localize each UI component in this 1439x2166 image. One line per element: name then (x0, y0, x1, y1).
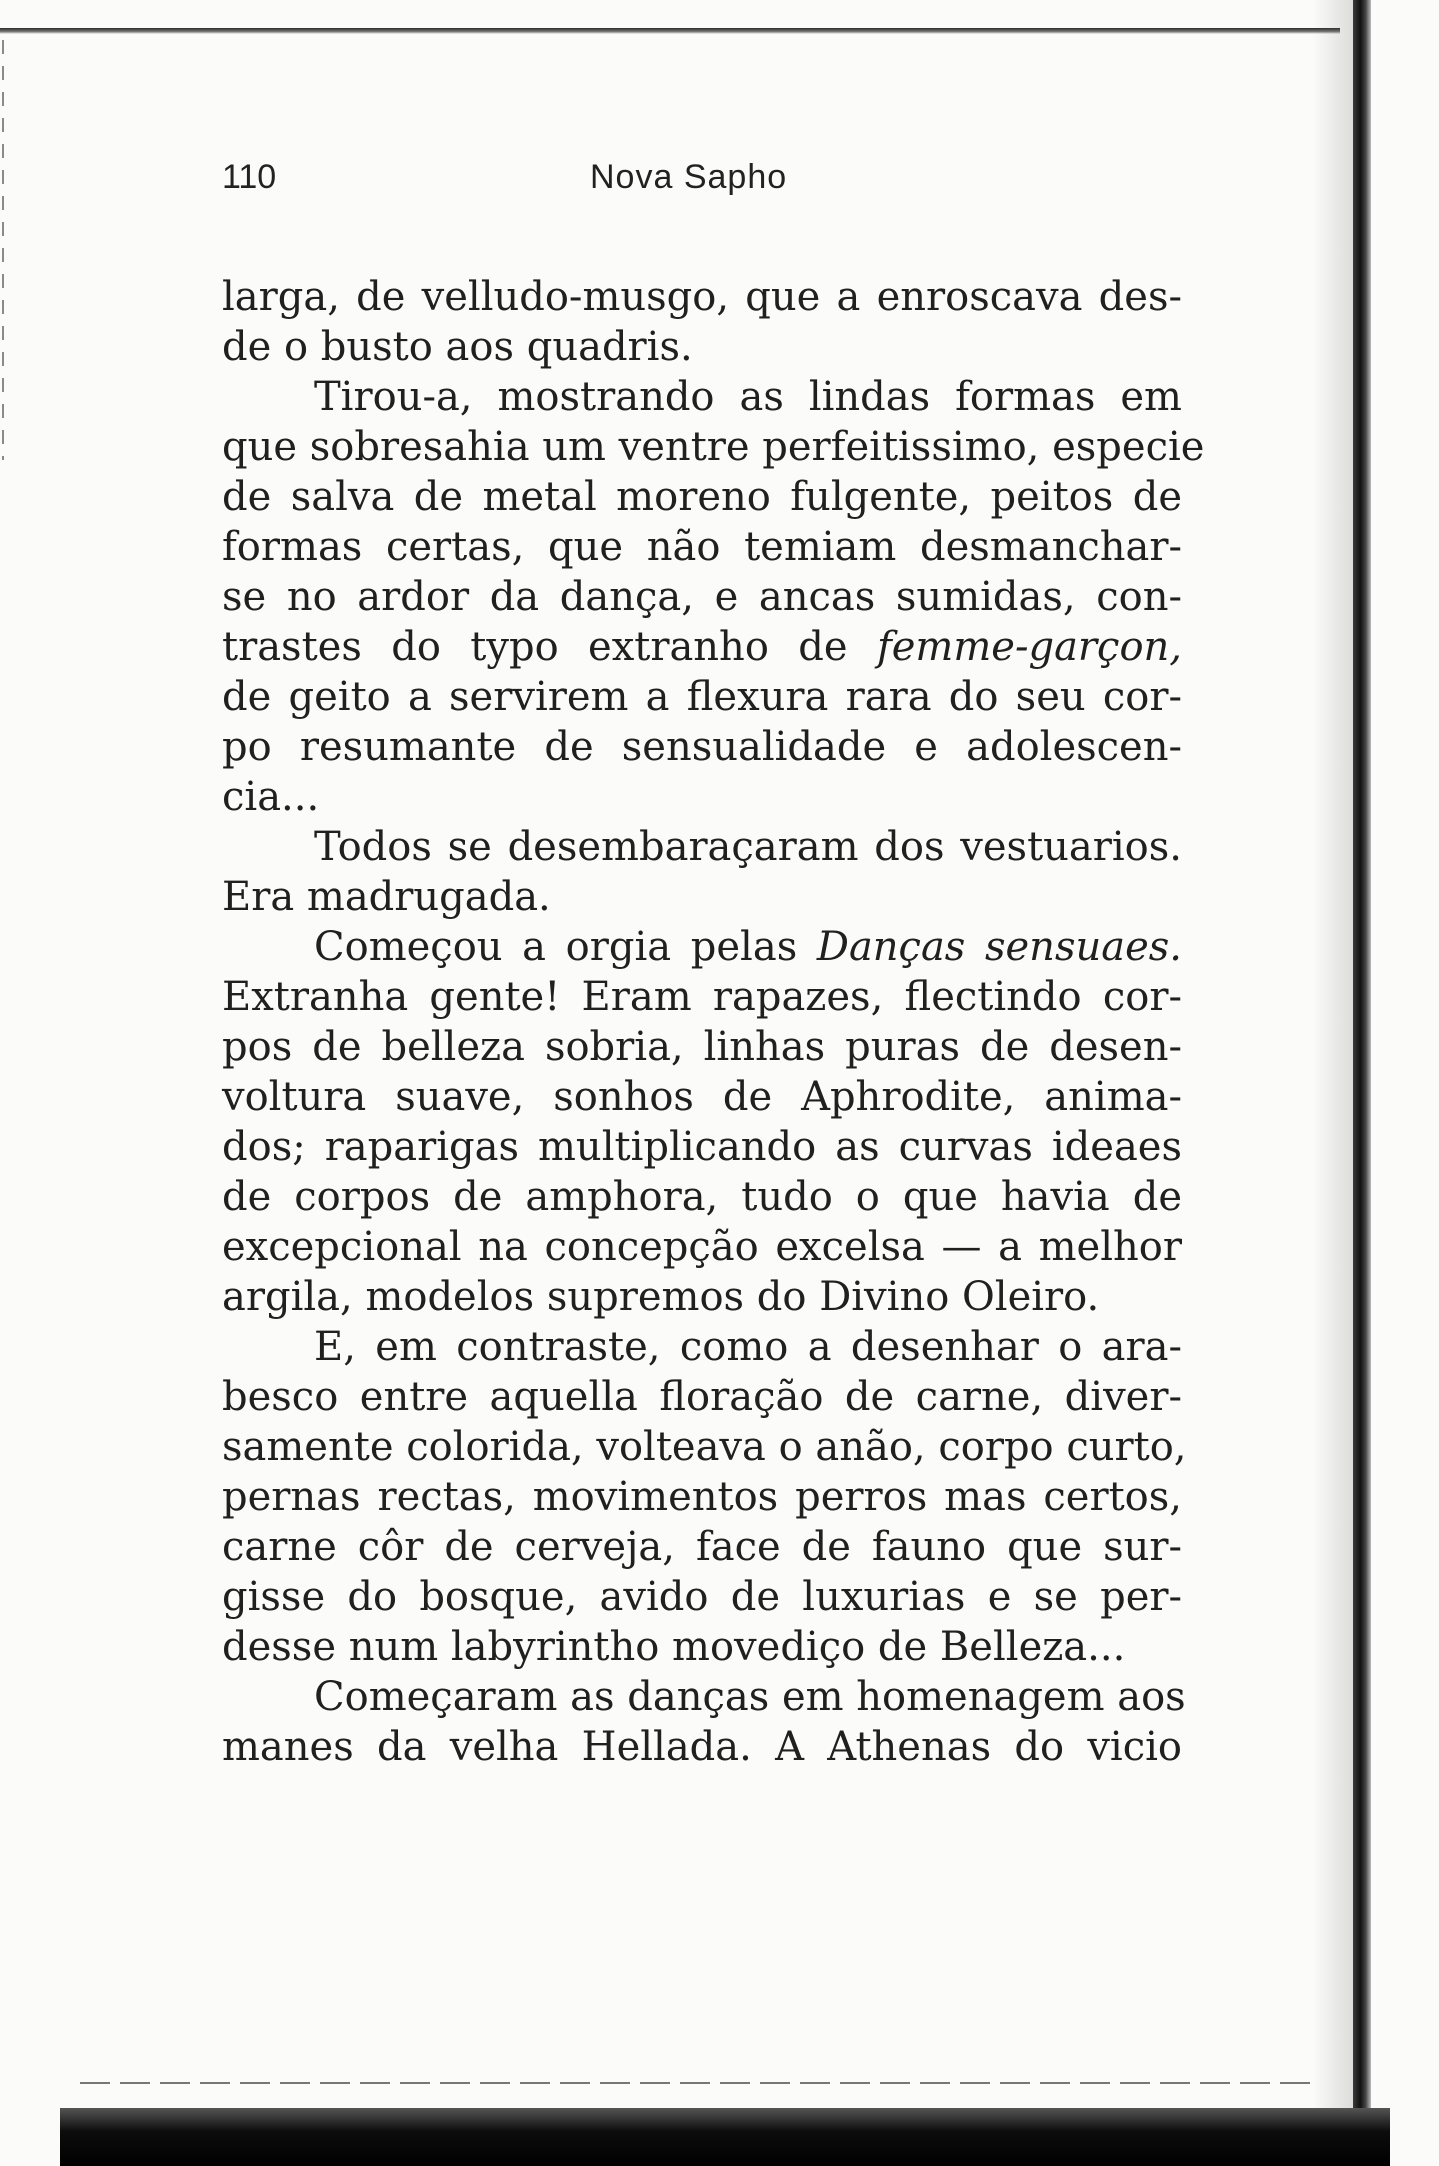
text-line (222, 622, 1182, 672)
text-line: carne côr de cerveja, face de fauno que sur- (222, 1524, 1182, 1570)
text-line: argila, modelos supremos do Divino Oleiro. (222, 1274, 1100, 1320)
scan-right-edge (1353, 0, 1371, 2130)
text-line: voltura suave, sonhos de Aphrodite, anima- (222, 1074, 1182, 1120)
scan-left-edge (2, 40, 4, 460)
running-title: Nova Sapho (590, 158, 788, 196)
binding-shadow (1313, 0, 1353, 2120)
text-line: que sobresahia um ventre perfeitissimo, especie (222, 424, 1205, 470)
text-line: de corpos de amphora, tudo o que havia de (222, 1174, 1182, 1220)
body-text (222, 272, 1205, 1772)
scan-top-edge (0, 28, 1340, 34)
text-line: se no ardor da dança, e ancas sumidas, con- (222, 574, 1182, 620)
text-line: formas certas, que não temiam desmanchar- (222, 524, 1182, 570)
text-line: E, em contraste, como a desenhar o ara- (314, 1324, 1182, 1370)
text-line: Começaram as danças em homenagem aos (314, 1674, 1186, 1720)
text-line: de salva de metal moreno fulgente, peitos de (222, 474, 1182, 520)
text-line: gisse do bosque, avido de luxurias e se per- (222, 1574, 1182, 1620)
italic-term: Danças sensuaes. (816, 924, 1182, 970)
text-line: larga, de velludo-musgo, que a enroscava des- (222, 274, 1182, 320)
italic-term: femme-garçon, (876, 624, 1182, 670)
text-line: Extranha gente! Eram rapazes, flectindo cor- (222, 974, 1182, 1020)
text-line: cia... (222, 774, 320, 820)
text-segment: trastes do typo extranho de (222, 624, 877, 670)
text-line: manes da velha Hellada. A Athenas do vicio (222, 1724, 1182, 1770)
text-line: Era madrugada. (222, 874, 551, 920)
text-line: Todos se desembaraçaram dos vestuarios. (314, 824, 1182, 870)
scan-bottom-edge (60, 2108, 1390, 2166)
scan-bottom-line (80, 2082, 1310, 2084)
text-segment: Começou a orgia pelas (314, 924, 817, 970)
text-line: de geito a servirem a flexura rara do seu cor- (222, 674, 1182, 720)
text-line: dos; raparigas multiplicando as curvas ideaes (222, 1124, 1182, 1170)
text-line (222, 922, 1182, 972)
page-header (0, 158, 1439, 202)
text-line: desse num labyrintho movediço de Belleza... (222, 1624, 1126, 1670)
text-line: pos de belleza sobria, linhas puras de desen- (222, 1024, 1182, 1070)
text-line: pernas rectas, movimentos perros mas certos, (222, 1474, 1182, 1520)
page-number: 110 (222, 158, 277, 196)
text-line: excepcional na concepção excelsa — a melhor (222, 1224, 1182, 1270)
text-line: samente colorida, volteava o anão, corpo curto, (222, 1424, 1187, 1470)
text-line: besco entre aquella floração de carne, diver- (222, 1374, 1182, 1420)
text-line: de o busto aos quadris. (222, 324, 693, 370)
text-line: Tirou-a, mostrando as lindas formas em (314, 374, 1182, 420)
text-line: po resumante de sensualidade e adolescen- (222, 724, 1182, 770)
